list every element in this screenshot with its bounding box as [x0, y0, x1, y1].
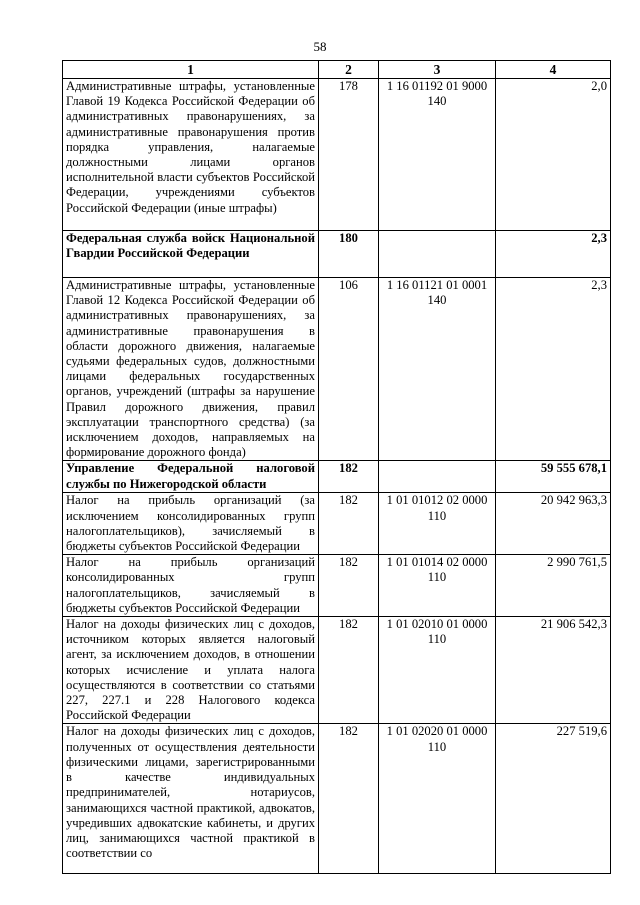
row-amount-cell: 2 990 761,5	[496, 555, 611, 617]
table-row	[63, 231, 611, 278]
table-row	[63, 79, 611, 231]
row-budget-classification-code-cell: 1 01 01014 02 0000 110	[379, 555, 496, 617]
row-amount-cell: 59 555 678,1	[496, 461, 611, 493]
row-admin-code-cell: 182	[319, 493, 379, 555]
table-row	[63, 278, 611, 461]
row-budget-classification-code-cell: 1 01 02020 01 0000 110	[379, 724, 496, 874]
row-name-cell: Федеральная служба войск Национальной Гвардии Российской Федерации	[63, 231, 319, 278]
header-col-2: 2	[319, 61, 379, 79]
row-name-cell: Налог на прибыль организаций (за исключением консолидированных групп налогоплательщиков), зачисляемый в бюджеты субъектов Российской Федерации	[63, 493, 319, 555]
row-admin-code-cell: 182	[319, 724, 379, 874]
row-budget-classification-code-cell: 1 16 01192 01 9000 140	[379, 79, 496, 231]
header-col-3: 3	[379, 61, 496, 79]
row-name-cell: Налог на доходы физических лиц с доходов, полученных от осуществления деятельности физическими лицами, зарегистрированными в качестве индивидуальных предпринимателей, нотариусов, занимающихся частной практикой, адвокатов, учредивших адвокатские кабинеты, и других лиц, занимающихся частной практикой в соответствии со	[63, 724, 319, 874]
row-amount-cell: 227 519,6	[496, 724, 611, 874]
row-name-cell: Управление Федеральной налоговой службы по Нижегородской области	[63, 461, 319, 493]
table-header-row	[63, 61, 611, 79]
row-name-cell: Налог на прибыль организаций консолидированных групп налогоплательщиков, зачисляемый в бюджеты субъектов Российской Федерации	[63, 555, 319, 617]
row-budget-classification-code-cell: 1 16 01121 01 0001 140	[379, 278, 496, 461]
row-amount-cell: 21 906 542,3	[496, 617, 611, 724]
row-name-cell: Административные штрафы, установленные Главой 19 Кодекса Российской Федерации об административных правонарушениях, за административные правонарушения против порядка управления, налагаемые должностными лицами органов исполнительной власти субъектов Российской Федерации, учреждениями субъектов Российской Федерации (иные штрафы)	[63, 79, 319, 231]
row-amount-cell: 2,0	[496, 79, 611, 231]
table-row	[63, 493, 611, 555]
table-header	[63, 61, 611, 79]
row-amount-cell: 2,3	[496, 231, 611, 278]
row-name-cell: Административные штрафы, установленные Главой 12 Кодекса Российской Федерации об административных правонарушениях, за административные правонарушения в области дорожного движения, налагаемые судьями федеральных судов, должностными лицами федеральных государственных органов, учреждений (штрафы за нарушение Правил дорожного движения, правил эксплуатации транспортного средства) (за исключением доходов, направляемых на формирование дорожного фонда)	[63, 278, 319, 461]
table-row	[63, 617, 611, 724]
page-number: 58	[313, 39, 327, 54]
table-row	[63, 555, 611, 617]
row-admin-code-cell: 178	[319, 79, 379, 231]
row-budget-classification-code-cell	[379, 461, 496, 493]
header-col-1: 1	[63, 61, 319, 79]
row-amount-cell: 20 942 963,3	[496, 493, 611, 555]
row-admin-code-cell: 182	[319, 555, 379, 617]
row-amount-cell: 2,3	[496, 278, 611, 461]
header-col-4: 4	[496, 61, 611, 79]
row-admin-code-cell: 106	[319, 278, 379, 461]
table-row	[63, 724, 611, 874]
row-admin-code-cell: 180	[319, 231, 379, 278]
table-row	[63, 461, 611, 493]
row-budget-classification-code-cell: 1 01 02010 01 0000 110	[379, 617, 496, 724]
table-body	[63, 79, 611, 874]
row-name-cell: Налог на доходы физических лиц с доходов, источником которых является налоговый агент, за исключением доходов, в отношении которых исчисление и уплата налога осуществляются в соответствии со статьями 227, 227.1 и 228 Налогового кодекса Российской Федерации	[63, 617, 319, 724]
row-admin-code-cell: 182	[319, 461, 379, 493]
row-budget-classification-code-cell	[379, 231, 496, 278]
row-budget-classification-code-cell: 1 01 01012 02 0000 110	[379, 493, 496, 555]
row-admin-code-cell: 182	[319, 617, 379, 724]
budget-revenue-table	[62, 60, 611, 874]
